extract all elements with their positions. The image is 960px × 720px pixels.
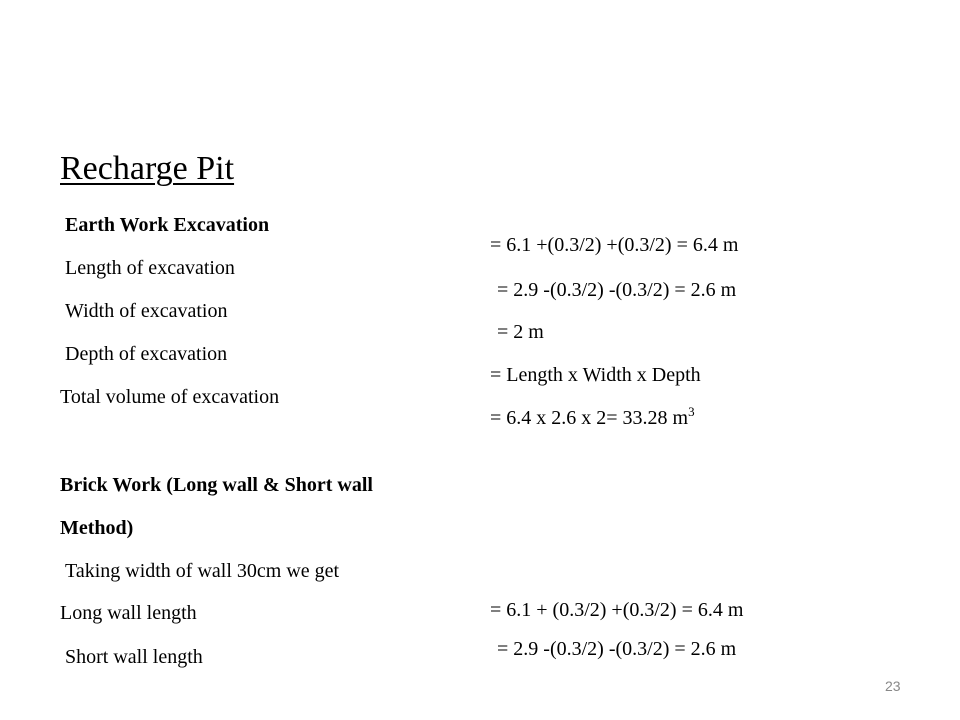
long-wall-label: Long wall length xyxy=(60,602,197,624)
earthwork-heading: Earth Work Excavation xyxy=(65,214,270,236)
depth-calc: = 2 m xyxy=(497,321,544,343)
depth-label: Depth of excavation xyxy=(65,343,228,365)
width-calc: = 2.9 -(0.3/2) -(0.3/2) = 2.6 m xyxy=(497,279,737,301)
page-number: 23 xyxy=(885,678,901,694)
volume-formula: = Length x Width x Depth xyxy=(490,364,701,386)
length-label: Length of excavation xyxy=(65,257,235,279)
page-title: Recharge Pit xyxy=(60,150,235,187)
brickwork-heading-line1: Brick Work (Long wall & Short wall xyxy=(60,474,373,496)
short-wall-calc: = 2.9 -(0.3/2) -(0.3/2) = 2.6 m xyxy=(497,638,737,660)
brickwork-heading-line2: Method) xyxy=(60,517,134,539)
taking-width-text: Taking width of wall 30cm we get xyxy=(65,560,340,582)
volume-calc-text: = 6.4 x 2.6 x 2= 33.28 m xyxy=(490,407,689,429)
width-label: Width of excavation xyxy=(65,300,228,322)
volume-calc xyxy=(490,406,695,430)
length-calc: = 6.1 +(0.3/2) +(0.3/2) = 6.4 m xyxy=(490,234,739,256)
volume-label: Total volume of excavation xyxy=(60,386,280,408)
long-wall-calc: = 6.1 + (0.3/2) +(0.3/2) = 6.4 m xyxy=(490,599,744,621)
volume-unit-exponent: 3 xyxy=(688,404,695,419)
short-wall-label: Short wall length xyxy=(65,646,203,668)
